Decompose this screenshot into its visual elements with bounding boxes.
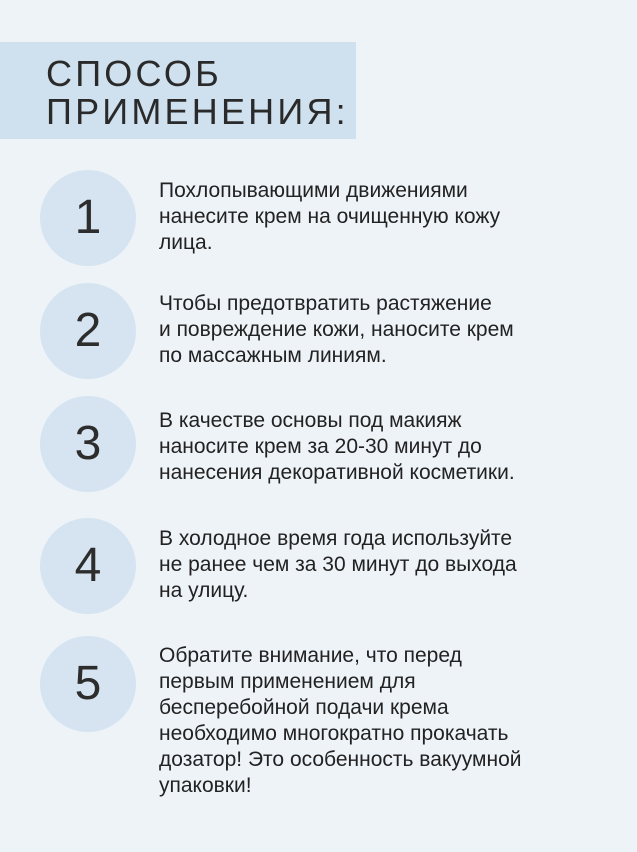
- instruction-line: не ранее чем за 30 минут до выхода: [159, 553, 517, 576]
- step-number-circle: [40, 170, 136, 266]
- step-number: 5: [74, 657, 102, 710]
- instruction-line: Обратите внимание, что перед: [159, 644, 462, 667]
- instruction-line: наносите крем за 20-30 минут до: [159, 435, 482, 458]
- step-number-circle: [40, 283, 136, 379]
- step-instruction: [159, 291, 619, 369]
- instruction-line: на улицу.: [159, 579, 249, 602]
- instruction-line: и повреждение кожи, наносите крем: [159, 318, 514, 341]
- step-number-circle: [40, 636, 136, 732]
- instruction-line: нанесения декоративной косметики.: [159, 461, 515, 484]
- page-title-line-2: ПРИМЕНЕНИЯ:: [46, 91, 349, 132]
- instruction-line: Чтобы предотвратить растяжение: [159, 292, 492, 315]
- instruction-line: лица.: [159, 231, 213, 254]
- step-instruction: [159, 526, 619, 604]
- instruction-line: необходимо многократно прокачать: [159, 722, 509, 745]
- instruction-line: по массажным линиям.: [159, 344, 387, 367]
- instruction-line: нанесите крем на очищенную кожу: [159, 205, 501, 228]
- step-number: 4: [74, 539, 102, 592]
- step-instruction: [159, 408, 619, 486]
- instruction-line: В холодное время года используйте: [159, 527, 513, 550]
- step-number-circle: [40, 396, 136, 492]
- instruction-line: бесперебойной подачи крема: [159, 696, 449, 719]
- step-number: 2: [74, 304, 102, 357]
- instruction-line: В качестве основы под макияж: [159, 409, 462, 432]
- step-number-circle: [40, 518, 136, 614]
- instruction-line: дозатор! Это особенность вакуумной: [159, 748, 522, 771]
- instruction-line: Похлопывающими движениями: [159, 179, 468, 202]
- step-number: 3: [74, 417, 102, 470]
- instruction-line: упаковки!: [159, 774, 252, 797]
- step-instruction: [159, 643, 619, 799]
- page-title-line-1: СПОСОБ: [46, 53, 222, 94]
- instruction-line: первым применением для: [159, 670, 416, 693]
- page-title: [46, 55, 349, 131]
- step-number: 1: [74, 191, 102, 244]
- step-instruction: [159, 178, 619, 256]
